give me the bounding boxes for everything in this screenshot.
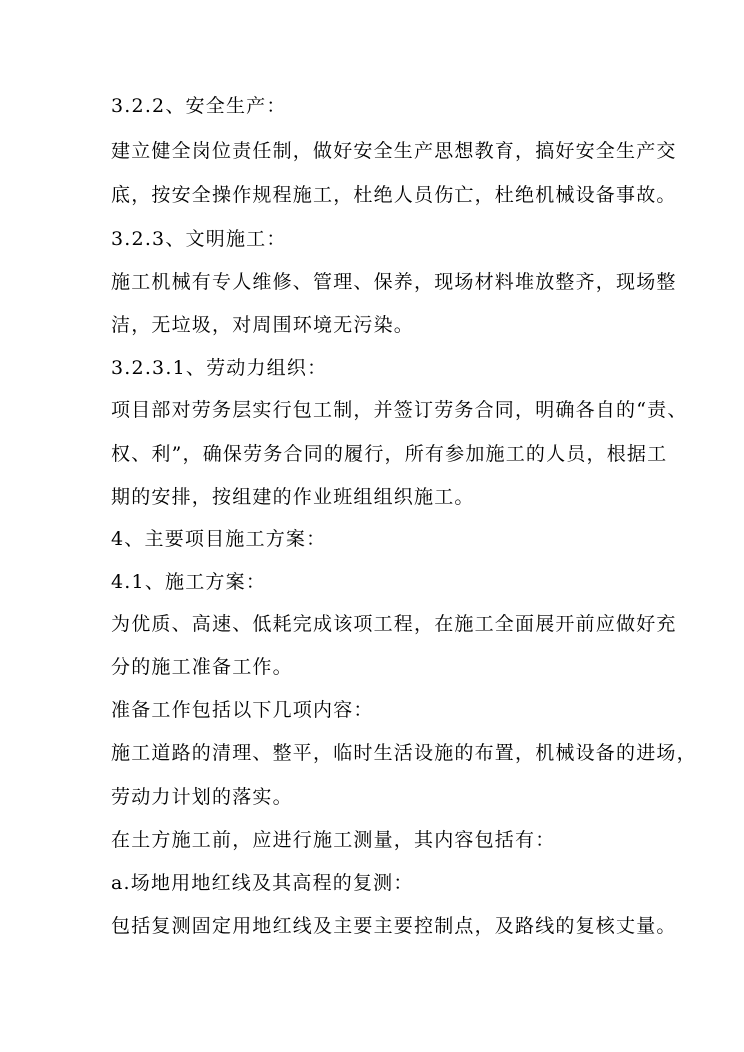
section-heading-3-2-2: 3.2.2、安全生产：	[111, 95, 287, 117]
paragraph-line: 期的安排，按组建的作业班组组织施工。	[111, 486, 475, 508]
paragraph-line: 在土方施工前，应进行施工测量，其内容包括有：	[111, 829, 556, 851]
paragraph-line: 建立健全岗位责任制，做好安全生产思想教育，搞好安全生产交	[111, 140, 677, 162]
paragraph-line: 劳动力计划的落实。	[111, 786, 293, 808]
section-heading-4: 4、主要项目施工方案：	[111, 528, 327, 550]
paragraph-line: 施工机械有专人维修、管理、保养，现场材料堆放整齐，现场整	[111, 271, 677, 293]
paragraph-line: 准备工作包括以下几项内容：	[111, 699, 374, 721]
section-heading-3-2-3: 3.2.3、文明施工：	[111, 228, 287, 250]
subheading-a: a.场地用地红线及其高程的复测：	[111, 872, 414, 894]
section-heading-3-2-3-1: 3.2.3.1、劳动力组织：	[111, 357, 328, 379]
paragraph-line: 权、利”，确保劳务合同的履行，所有参加施工的人员，根据工	[111, 443, 668, 465]
section-heading-4-1: 4.1、施工方案：	[111, 571, 267, 593]
paragraph-line: 分的施工准备工作。	[111, 656, 293, 678]
paragraph-line: 洁，无垃圾，对周围环境无污染。	[111, 314, 415, 336]
paragraph-line: 施工道路的清理、整平，临时生活设施的布置，机械设备的进场，	[111, 742, 697, 764]
paragraph-line: 底，按安全操作规程施工，杜绝人员伤亡，杜绝机械设备事故。	[111, 184, 677, 206]
paragraph-line: 项目部对劳务层实行包工制，并签订劳务合同，明确各自的“责、	[111, 399, 688, 421]
paragraph-line: 包括复测固定用地红线及主要主要控制点，及路线的复核丈量。	[111, 915, 677, 937]
paragraph-line: 为优质、高速、低耗完成该项工程，在施工全面展开前应做好充	[111, 613, 677, 635]
